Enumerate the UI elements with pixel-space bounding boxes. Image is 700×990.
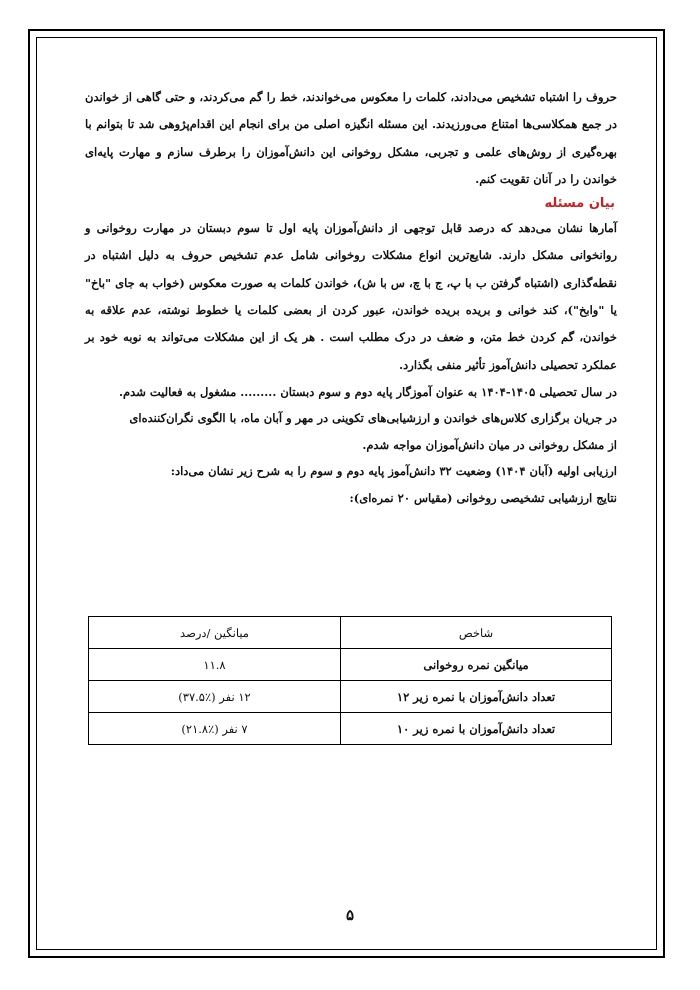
- problem-paragraph: آمارها نشان می‌دهد که درصد قابل توجهی از دانش‌آموزان پایه اول تا سوم دبستان در مهارت روخوانی و روانخوانی مشکل دارند. شایع‌ترین انواع مشکلات روخوانی شامل عدم تشخیص حروف به دلیل اشتباه در نقطه‌گذاری (اشتباه گرفتن ب با پ، ج با چ، س با ش)، خواندن کلمات به صورت معکوس (خواب به جای "باخ" یا "وابخ")، کند خوانی و بریده بریده خواندن، عبور کردن از بعضی کلمات یا خطوط نوشته، عدم علاقه به خواندن، گم کردن خط متن، و ضعف در درک مطلب است . هر یک از این مشکلات می‌تواند به نوبه خود بر عملکرد تحصیلی دانش‌آموز تأثیر منفی بگذارد.: [85, 221, 617, 372]
- page-number: ۵: [345, 906, 355, 924]
- results-table: [88, 616, 612, 745]
- header-indicator: شاخص: [341, 617, 612, 649]
- text-line: از مشکل روخوانی در میان دانش‌آموزان مواجه شدم.: [362, 437, 617, 452]
- table-row: [89, 649, 612, 681]
- table-cell: ۱۱.۸: [89, 649, 341, 681]
- table-row: [89, 713, 612, 745]
- table-cell: تعداد دانش‌آموزان با نمره زیر ۱۲: [341, 681, 612, 713]
- table-header-row: [89, 617, 612, 649]
- text-line: در سال تحصیلی ۱۴۰۵-۱۴۰۴ به عنوان آموزگار پایه دوم و سوم دبستان ......... مشغول به فعالیت شدم.: [119, 384, 617, 399]
- table-cell: ۷ نفر (٪۲۱.۸): [89, 713, 341, 745]
- table-cell: میانگین نمره روخوانی: [341, 649, 612, 681]
- header-average-percent: میانگین /درصد: [89, 617, 341, 649]
- section-heading: بیان مسئله: [544, 196, 615, 212]
- table-caption: نتایج ارزشیابی تشخیصی روخوانی (مقیاس ۲۰ نمره‌ای):: [349, 490, 617, 505]
- text-line: در جریان برگزاری کلاس‌های خواندن و ارزشیابی‌های تکوینی در مهر و آبان ماه، با الگوی نگران‌کننده‌ای: [129, 411, 617, 426]
- page-content: [85, 84, 617, 511]
- intro-paragraph: حروف را اشتباه تشخیص می‌دادند، کلمات را معکوس می‌خواندند، خط را گم می‌کردند، و حتی گاهی از خواندن در جمع همکلاسی‌ها امتناع می‌ورزیدند. این مسئله انگیزه اصلی من برای انجام این اقدام‌پژوهی شد تا بتوانم با بهره‌گیری از روش‌های علمی و تجربی، مشکل روخوانی این دانش‌آموزان را برطرف سازم و مهارت پایه‌ای خواندن را در آنان تقویت کنم.: [85, 90, 617, 186]
- text-line: ارزیابی اولیه (آبان ۱۴۰۴) وضعیت ۳۲ دانش‌آموز پایه دوم و سوم را به شرح زیر نشان می‌داد:: [170, 464, 617, 479]
- table-cell: تعداد دانش‌آموزان با نمره زیر ۱۰: [341, 713, 612, 745]
- table-cell: ۱۲ نفر (٪۳۷.۵): [89, 681, 341, 713]
- table-row: [89, 681, 612, 713]
